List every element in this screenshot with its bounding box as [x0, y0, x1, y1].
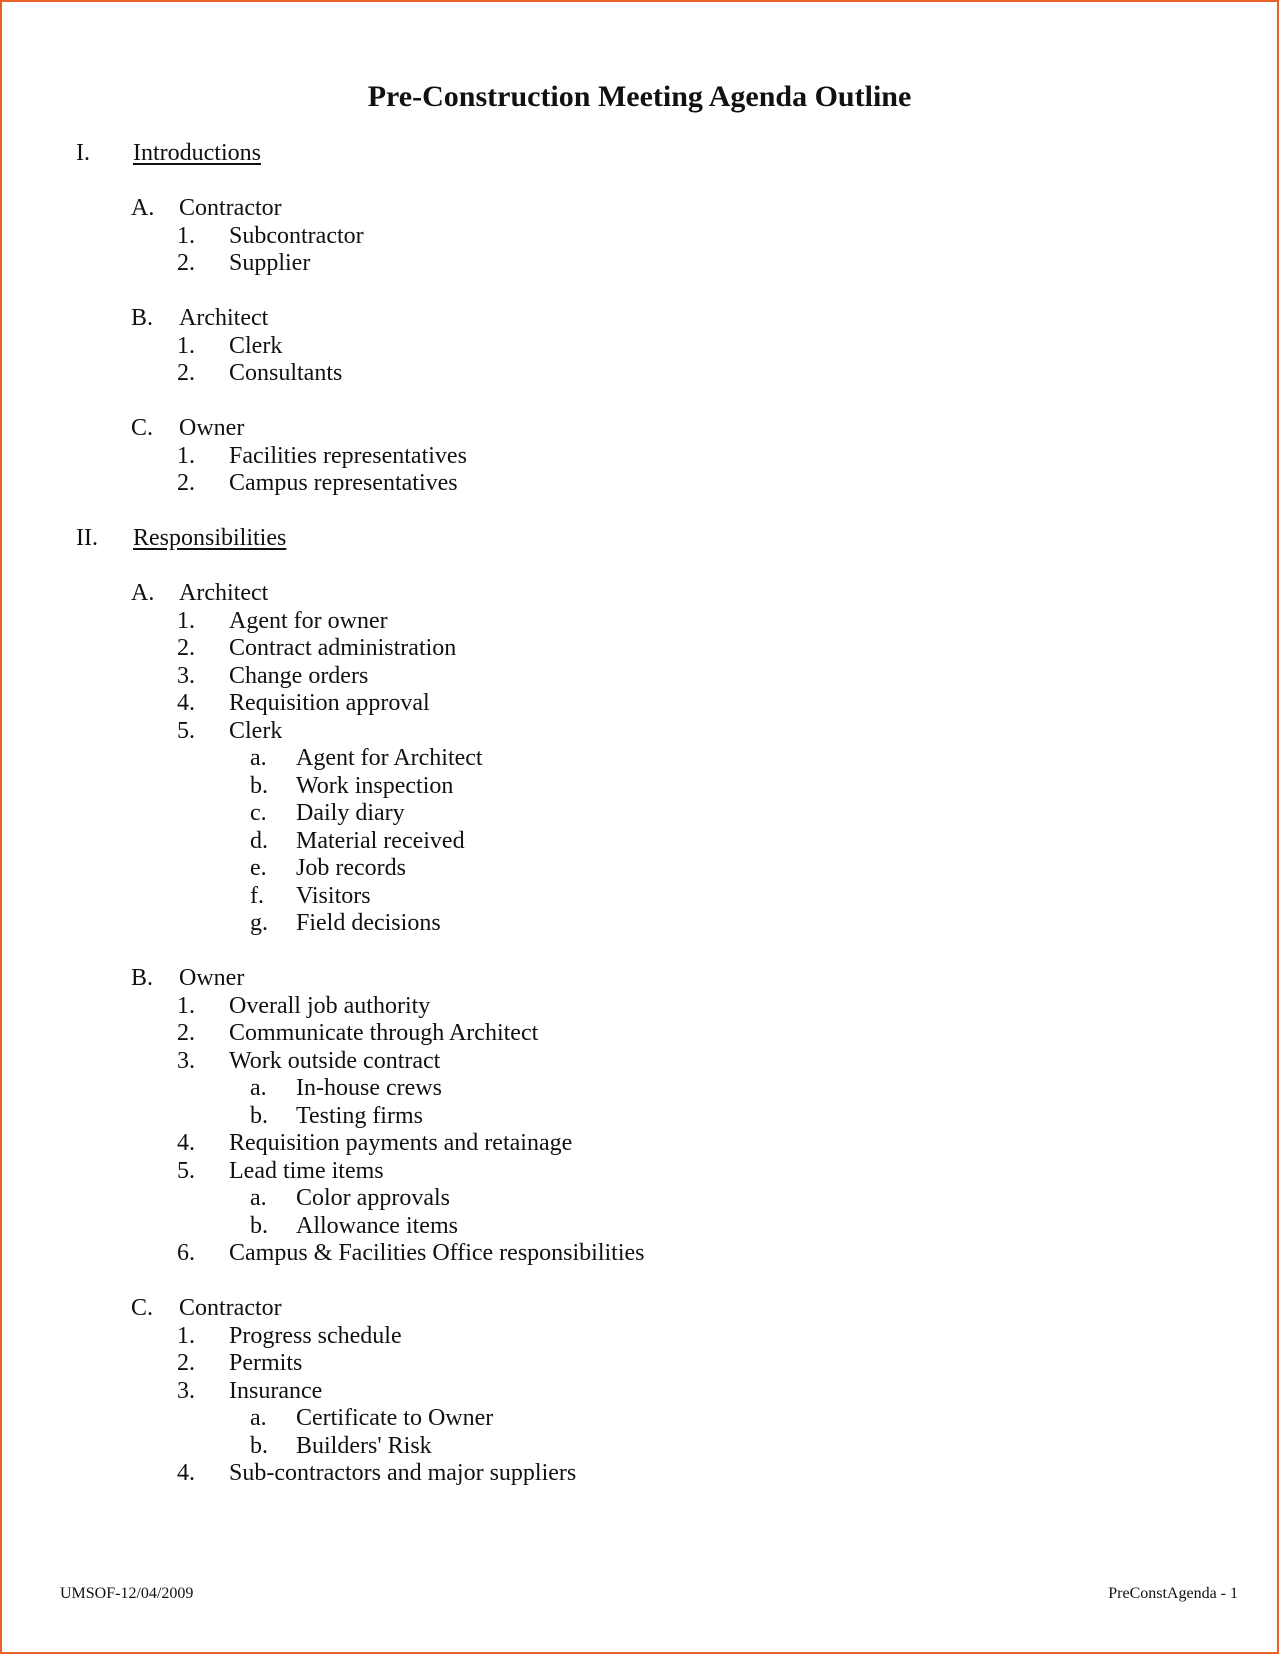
outline-marker: c. [250, 800, 267, 826]
outline-marker: A. [131, 195, 155, 221]
outline-text: Visitors [296, 883, 371, 909]
outline-marker: b. [250, 1213, 268, 1239]
document-title: Pre-Construction Meeting Agenda Outline [367, 80, 912, 113]
outline-text: Subcontractor [229, 223, 364, 249]
outline-marker: 1. [177, 333, 195, 359]
outline-marker: 3. [177, 1048, 195, 1074]
outline-text: Supplier [229, 250, 311, 276]
outline-text: Requisition payments and retainage [229, 1130, 573, 1156]
outline-text: Permits [229, 1350, 303, 1376]
outline-text: Color approvals [296, 1185, 450, 1211]
outline-marker: 4. [177, 1130, 195, 1156]
outline-marker: 1. [177, 223, 195, 249]
outline-text: Communicate through Architect [229, 1020, 539, 1046]
outline-marker: B. [131, 965, 154, 991]
outline-marker: 6. [177, 1240, 195, 1266]
outline-marker: b. [250, 1103, 268, 1129]
outline-text: Work inspection [296, 773, 454, 799]
outline-text: Field decisions [296, 910, 441, 936]
outline-text: Change orders [229, 663, 369, 689]
outline-marker: C. [131, 415, 154, 441]
outline-marker: 1. [177, 993, 195, 1019]
outline-text: Allowance items [296, 1213, 458, 1239]
outline-text: Sub-contractors and major suppliers [229, 1460, 577, 1486]
outline-text: Clerk [229, 718, 283, 744]
outline-text: Campus representatives [229, 470, 458, 496]
outline-marker: A. [131, 580, 155, 606]
outline-text: Agent for owner [229, 608, 388, 634]
outline-marker: g. [250, 910, 268, 936]
outline-text: Certificate to Owner [296, 1405, 494, 1431]
outline-marker: 5. [177, 1158, 195, 1184]
outline-text: Requisition approval [229, 690, 430, 716]
outline-text: Introductions [133, 140, 261, 166]
outline-text: Work outside contract [229, 1048, 441, 1074]
outline-text: Owner [179, 965, 245, 991]
outline-marker: 4. [177, 690, 195, 716]
outline-marker: d. [250, 828, 268, 854]
outline-text: Contractor [179, 195, 282, 221]
outline-text: Material received [296, 828, 465, 854]
outline-marker: a. [250, 1405, 267, 1431]
outline-text: Architect [179, 305, 269, 331]
outline-marker: a. [250, 1185, 267, 1211]
outline-text: Clerk [229, 333, 283, 359]
outline-marker: b. [250, 1433, 268, 1459]
outline-marker: 2. [177, 1020, 195, 1046]
outline-marker: I. [76, 140, 90, 166]
outline-text: Overall job authority [229, 993, 431, 1019]
outline-marker: B. [131, 305, 154, 331]
outline-marker: 3. [177, 663, 195, 689]
outline-marker: II. [76, 525, 98, 551]
footer-page-label: PreConstAgenda - 1 [1108, 1585, 1238, 1602]
outline-text: Job records [296, 855, 406, 881]
outline-text: Architect [179, 580, 269, 606]
outline-marker: 2. [177, 360, 195, 386]
outline-marker: 3. [177, 1378, 195, 1404]
outline-marker: 2. [177, 1350, 195, 1376]
outline-text: Facilities representatives [229, 443, 467, 469]
outline-text: Lead time items [229, 1158, 384, 1184]
outline-marker: 4. [177, 1460, 195, 1486]
outline-text: Insurance [229, 1378, 323, 1404]
outline-marker: f. [250, 883, 264, 909]
outline-marker: 1. [177, 1323, 195, 1349]
outline-text: Consultants [229, 360, 343, 386]
outline-marker: 2. [177, 635, 195, 661]
outline-text: Builders' Risk [296, 1433, 432, 1459]
outline-marker: a. [250, 1075, 267, 1101]
outline-text: Responsibilities [133, 525, 287, 551]
outline-text: Agent for Architect [296, 745, 483, 771]
outline-marker: 1. [177, 443, 195, 469]
outline-text: In-house crews [296, 1075, 442, 1101]
outline-marker: 2. [177, 250, 195, 276]
outline-text: Progress schedule [229, 1323, 402, 1349]
outline-text: Testing firms [296, 1103, 423, 1129]
outline-marker: e. [250, 855, 267, 881]
outline-marker: b. [250, 773, 268, 799]
outline-marker: 2. [177, 470, 195, 496]
outline-marker: a. [250, 745, 267, 771]
outline-marker: 1. [177, 608, 195, 634]
outline-text: Contract administration [229, 635, 457, 661]
outline-text: Contractor [179, 1295, 282, 1321]
outline-text: Daily diary [296, 800, 405, 826]
outline-marker: 5. [177, 718, 195, 744]
footer-document-code: UMSOF-12/04/2009 [60, 1585, 194, 1602]
outline-text: Campus & Facilities Office responsibilities [229, 1240, 645, 1266]
outline-marker: C. [131, 1295, 154, 1321]
outline-text: Owner [179, 415, 245, 441]
